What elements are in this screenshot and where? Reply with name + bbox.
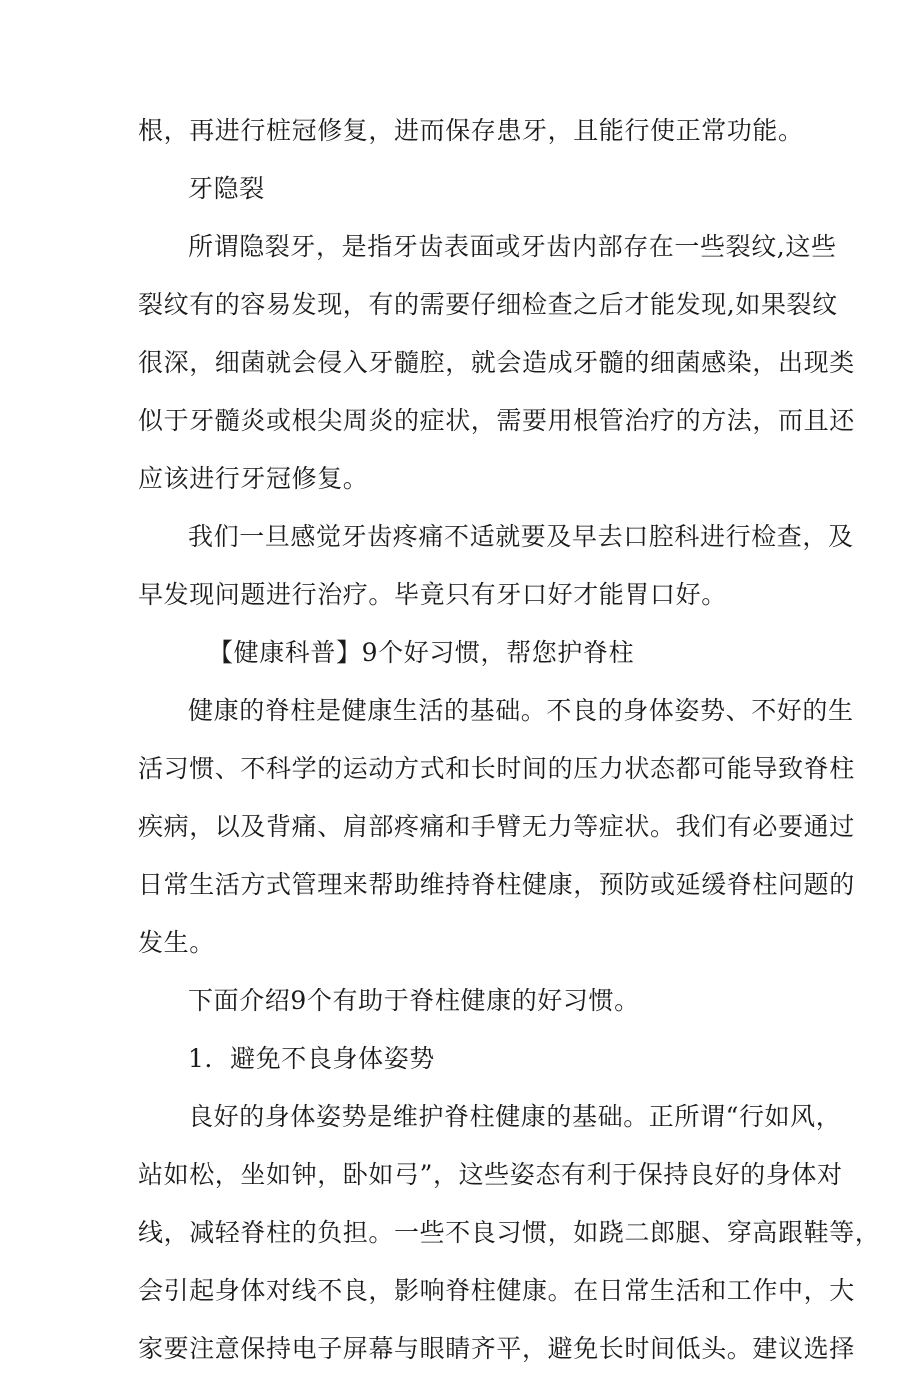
paragraph-line: 应该进行牙冠修复。	[138, 464, 369, 493]
paragraph-line: 家要注意保持电子屏幕与眼睛齐平，避免长时间低头。建议选择	[138, 1334, 855, 1363]
paragraph-line: 裂纹有的容易发现，有的需要仔细检查之后才能发现,如果裂纹	[138, 290, 838, 319]
paragraph-line: 疾病，以及背痛、肩部疼痛和手臂无力等症状。我们有必要通过	[138, 812, 855, 841]
paragraph-line: 早发现问题进行治疗。毕竟只有牙口好才能胃口好。	[138, 580, 727, 609]
paragraph-line: 线，减轻脊柱的负担。一些不良习惯，如跷二郎腿、穿高跟鞋等，	[138, 1218, 881, 1247]
paragraph-line: 健康的脊柱是健康生活的基础。不良的身体姿势、不好的生	[188, 696, 854, 725]
paragraph-line: 很深，细菌就会侵入牙髓腔，就会造成牙髓的细菌感染，出现类	[138, 348, 855, 377]
paragraph-line: 我们一旦感觉牙齿疼痛不适就要及早去口腔科进行检查，及	[188, 522, 854, 551]
paragraph-line: 似于牙髓炎或根尖周炎的症状，需要用根管治疗的方法，而且还	[138, 406, 855, 435]
paragraph-line: 所谓隐裂牙，是指牙齿表面或牙齿内部存在一些裂纹,这些	[188, 232, 837, 261]
list-item-heading: 1．避免不良身体姿势	[188, 1044, 435, 1073]
paragraph-line: 发生。	[138, 928, 215, 957]
paragraph-line: 下面介绍9个有助于脊柱健康的好习惯。	[188, 986, 640, 1015]
paragraph-line: 根，再进行桩冠修复，进而保存患牙，且能行使正常功能。	[138, 116, 804, 145]
section-heading-crack: 牙隐裂	[188, 174, 265, 203]
article-title: 【健康科普】9个好习惯，帮您护脊柱	[208, 638, 635, 667]
paragraph-line: 日常生活方式管理来帮助维持脊柱健康，预防或延缓脊柱问题的	[138, 870, 855, 899]
document-page	[138, 102, 881, 1378]
paragraph-line: 站如松，坐如钟，卧如弓”，这些姿态有利于保持良好的身体对	[138, 1160, 843, 1189]
paragraph-line: 会引起身体对线不良，影响脊柱健康。在日常生活和工作中，大	[138, 1276, 855, 1305]
paragraph-line: 良好的身体姿势是维护脊柱健康的基础。正所谓“行如风，	[188, 1102, 842, 1131]
paragraph-line: 活习惯、不科学的运动方式和长时间的压力状态都可能导致脊柱	[138, 754, 855, 783]
